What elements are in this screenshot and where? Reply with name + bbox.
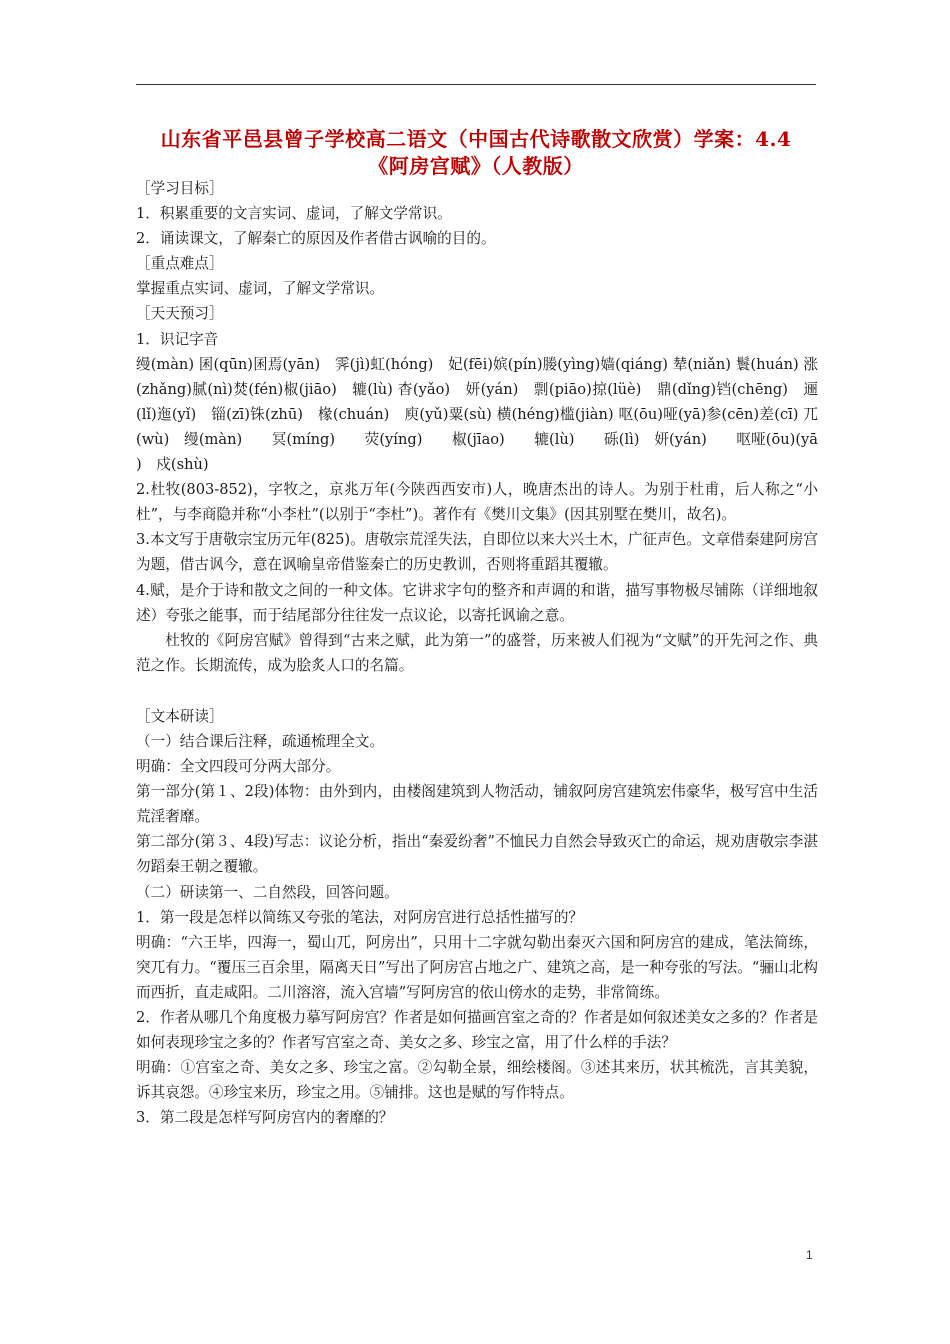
key-points-text: 掌握重点实词、虚词，了解文学常识。 [136, 280, 385, 298]
study-part-2-heading: （二）研读第一、二自然段，回答问题。 [136, 883, 399, 901]
title-line-2: 《阿房宫赋》（人教版） [368, 154, 584, 178]
question-1: 1．第一段是怎样以简练又夸张的笔法，对阿房宫进行总括性描写的？ [136, 908, 584, 926]
study-structure-part-2: 第二部分(第３、4段)写志：议论分析，指出“秦爱纷奢”不恤民力自然会导致灭亡的命运，规劝唐敬宗李湛勿蹈秦王朝之覆辙。 [136, 833, 818, 876]
title-line-1: 山东省平邑县曾子学校高二语文（中国古代诗歌散文欣赏）学案：4.4 [160, 127, 792, 151]
section-heading-objectives: ［学习目标］ [136, 180, 224, 197]
preview-item-3-background: 3.本文写于唐敬宗宝历元年(825)。唐敬宗荒淫失法，自即位以来大兴土木，广征声色。文章借秦建阿房宫为题，借古讽今，意在讽喻皇帝借鉴秦亡的历史教训，否则将重蹈其覆辙。 [136, 531, 818, 574]
header-rule [136, 84, 816, 85]
genre-commentary: 杜牧的《阿房宫赋》曾得到“古来之赋，此为第一”的盛誉，历来被人们视为“文赋”的开先河之作、典范之作。长期流传，成为脍炙人口的名篇。 [136, 631, 818, 674]
pronunciation-list: 缦(màn) 囷(qūn)囷焉(yān) 霁(jì)虹(hóng) 妃(fēi)嫔(pín)媵(yìng)嫱(qiáng) 辇(niǎn) 鬟(huán) 涨(zhǎng)腻(nì)焚(fén)椒(jiāo) 辘(lù) 杳(yǎo) 妍(yán) 剽(piāo)掠(lüè) 鼎(dǐng)铛(chēng) 逦(lǐ)迤(yǐ) 锱(zī)铢(zhū) 椽(chuán) 庾(yǔ)粟(sù) 横(héng)槛(jiàn) 呕(ōu)哑(yā)参(cēn)差(cī) 兀(wù) 缦(màn) 冥(míng) 荧(yíng) 椒(jīao) 辘(lù) 砾(lì) 妍(yán) 呕哑(ōu)(yā ) 戍(shù) [136, 355, 818, 474]
answer-1: 明确：“六王毕，四海一，蜀山兀，阿房出”，只用十二字就勾勒出秦灭六国和阿房宫的建成，笔法简练，突兀有力。“覆压三百余里，隔离天日”写出了阿房宫占地之广、建筑之高，是一种夸张的写法。“骊山北构而西折，直走咸阳。二川溶溶，流入宫墙”写阿房宫的依山傍水的走势，非常简练。 [136, 933, 818, 1001]
page-number: 1 [806, 1248, 813, 1262]
preview-item-2-author: 2.杜牧(803-852)，字牧之，京兆万年(今陕西西安市)人，晚唐杰出的诗人。为别于杜甫，后人称之“小杜”，与李商隐并称“小李杜”(以别于“李杜”)。著作有《樊川文集》(因其别墅在樊川，故名)。 [136, 481, 818, 524]
answer-2: 明确：①宫室之奇、美女之多、珍宝之富。②勾勒全景，细绘楼阁。③述其来历，状其梳洗，言其美貌，诉其哀怨。④珍宝来历，珍宝之用。⑤铺排。这也是赋的写作特点。 [136, 1059, 818, 1102]
section-heading-preview: ［天天预习］ [136, 305, 224, 323]
study-structure-part-1: 第一部分(第１、2段)体物：由外到内，由楼阁建筑到人物活动，铺叙阿房宫建筑宏伟豪华，极写宫中生活荒淫奢靡。 [136, 783, 818, 826]
objective-2: 2．诵读课文，了解秦亡的原因及作者借古讽喻的目的。 [136, 230, 496, 248]
objective-1: 1．积累重要的文言实词、虚词，了解文学常识。 [136, 205, 452, 223]
preview-item-1-heading: 1．识记字音 [136, 330, 219, 348]
section-heading-text-study: ［文本研读］ [136, 707, 224, 725]
document-body [136, 176, 818, 1130]
study-part-1-heading: （一）结合课后注释，疏通梳理全文。 [136, 732, 385, 750]
question-2: 2．作者从哪几个角度极力摹写阿房宫？作者是如何描画宫室之奇的？作者是如何叙述美女之多的？作者是如何表现珍宝之多的？作者写宫室之奇、美女之多、珍宝之富，用了什么样的手法？ [136, 1009, 818, 1052]
spacer [136, 678, 818, 704]
preview-item-4-genre: 4.赋，是介于诗和散文之间的一种文体。它讲求字句的整齐和声调的和谐，描写事物极尽铺陈（详细地叙述）夸张之能事，而于结尾部分往往发一点议论，以寄托讽谕之意。 [136, 581, 818, 624]
question-3: 3．第二段是怎样写阿房宫内的奢靡的？ [136, 1109, 394, 1127]
section-heading-key-points: ［重点难点］ [136, 255, 224, 273]
study-answer-overview: 明确：全文四段可分两大部分。 [136, 758, 341, 776]
page-title [130, 126, 822, 180]
